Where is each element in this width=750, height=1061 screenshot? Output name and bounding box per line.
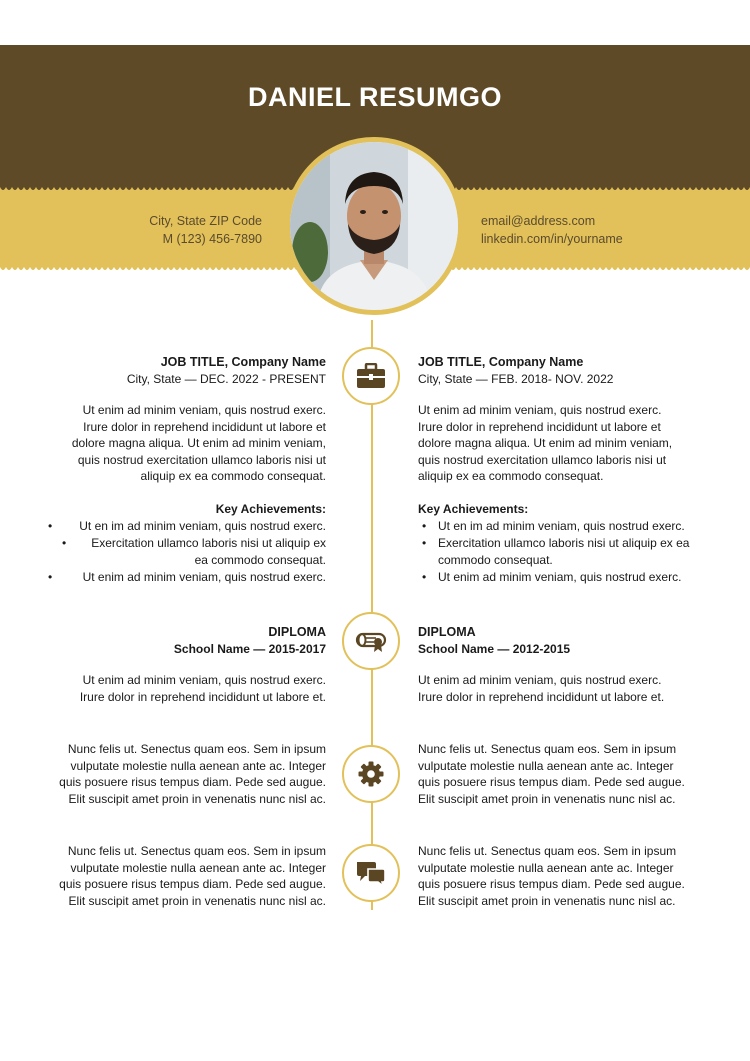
school-name: School Name — 2015-2017 — [173, 642, 326, 656]
description-line: Ut enim ad minim veniam, quis nostrud exerc. — [82, 403, 326, 417]
skills-left — [40, 741, 326, 807]
paragraph-line: Elit suscipit amet proin in venenatis nunc nisl ac. — [68, 893, 326, 908]
degree-title: DIPLOMA — [418, 625, 476, 639]
job-description — [418, 402, 708, 485]
paragraph-line: Elit suscipit amet proin in venenatis nunc nisl ac. — [418, 893, 676, 908]
education-right — [418, 624, 708, 705]
contact-right — [481, 212, 623, 248]
languages-right — [418, 843, 708, 909]
description-line: aliquip ex ea commodo consequat. — [418, 469, 604, 483]
job-description — [40, 402, 326, 485]
achievements-heading: Key Achievements: — [418, 501, 529, 516]
paragraph-line: vulputate molestie nulla aenean ante ac. Integer — [70, 758, 326, 773]
phone-text: M (123) 456-7890 — [162, 232, 262, 246]
list-item: • Exercitation ullamco laboris nisi ut aliquip ex ea commodo consequat. — [62, 535, 326, 567]
description-line: dolore magna aliqua. Ut enim ad minim veniam, — [418, 436, 673, 450]
achievement-text: Exercitation ullamco laboris nisi ut aliquip ex ea commodo consequat. — [91, 535, 326, 567]
achievement-text: Ut enim ad minim veniam, quis nostrud exerc. — [438, 569, 682, 584]
description-line: Irure dolor in reprehend incididunt ut labore et — [418, 419, 661, 434]
paragraph-line: Elit suscipit amet proin in venenatis nunc nisl ac. — [418, 791, 676, 806]
description-line: Ut enim ad minim veniam, quis nostrud exerc. — [418, 403, 662, 417]
paragraph-line: vulputate molestie nulla aenean ante ac. Integer — [418, 860, 674, 875]
description-line: quis nostrud exercitation ullamco laboris nisi ut — [418, 452, 667, 467]
skills-right — [418, 741, 708, 807]
degree-title: DIPLOMA — [268, 625, 326, 639]
education-description — [418, 672, 708, 705]
achievement-text: Ut enim ad minim veniam, quis nostrud exerc. — [82, 569, 326, 584]
description-line: dolore magna aliqua. Ut enim ad minim veniam, — [71, 436, 326, 450]
address-text: City, State ZIP Code — [149, 214, 262, 228]
paragraph-line: quis posuere risus tempus diam. Pede sed augue. — [418, 877, 685, 891]
email-link[interactable]: email@address.com — [481, 214, 596, 228]
achievement-text: Exercitation ullamco laboris nisi ut aliquip ex ea commodo consequat. — [438, 535, 690, 567]
profile-photo — [285, 137, 463, 315]
paragraph-line: Nunc felis ut. Senectus quam eos. Sem in ipsum — [67, 742, 326, 756]
achievement-text: Ut en im ad minim veniam, quis nostrud exerc. — [438, 518, 685, 533]
achievements-list — [418, 518, 708, 586]
paragraph-line: quis posuere risus tempus diam. Pede sed augue. — [418, 775, 685, 789]
paragraph-line: Nunc felis ut. Senectus quam eos. Sem in ipsum — [418, 742, 677, 756]
achievements-list — [40, 518, 326, 586]
contact-left — [149, 212, 262, 248]
list-item: • Exercitation ullamco laboris nisi ut aliquip ex ea commodo consequat. — [422, 535, 690, 567]
job-meta: City, State — DEC. 2022 - PRESENT — [126, 372, 326, 386]
paragraph-line: Elit suscipit amet proin in venenatis nunc nisl ac. — [68, 791, 326, 806]
list-item: • Ut en im ad minim veniam, quis nostrud exerc. — [48, 518, 326, 533]
achievements-heading: Key Achievements: — [215, 501, 326, 516]
education-description — [40, 672, 326, 705]
education-left — [40, 624, 326, 705]
list-item: • Ut en im ad minim veniam, quis nostrud exerc. — [422, 518, 685, 533]
languages-left — [40, 843, 326, 909]
briefcase-icon — [342, 347, 400, 405]
description-line: quis nostrud exercitation ullamco laboris nisi ut — [77, 452, 326, 467]
description-line: Irure dolor in reprehend incididunt ut labore et. — [418, 689, 665, 704]
description-line: Irure dolor in reprehend incididunt ut labore et. — [79, 689, 326, 704]
gear-icon — [342, 745, 400, 803]
description-line: Irure dolor in reprehend incididunt ut labore et — [83, 419, 326, 434]
paragraph-line: Nunc felis ut. Senectus quam eos. Sem in ipsum — [418, 844, 677, 858]
linkedin-link[interactable]: linkedin.com/in/yourname — [481, 232, 623, 246]
achievement-text: Ut en im ad minim veniam, quis nostrud exerc. — [79, 518, 326, 533]
job-title: JOB TITLE, Company Name — [418, 355, 584, 369]
description-line: Ut enim ad minim veniam, quis nostrud exerc. — [82, 673, 326, 687]
experience-right — [418, 354, 708, 586]
diploma-icon — [342, 612, 400, 670]
job-meta: City, State — FEB. 2018- NOV. 2022 — [418, 372, 614, 386]
candidate-name: DANIEL RESUMGO — [247, 82, 503, 112]
list-item: • Ut enim ad minim veniam, quis nostrud exerc. — [48, 569, 326, 584]
paragraph-line: quis posuere risus tempus diam. Pede sed augue. — [59, 775, 326, 789]
experience-left — [40, 354, 326, 586]
paragraph-line: quis posuere risus tempus diam. Pede sed augue. — [59, 877, 326, 891]
description-line: Ut enim ad minim veniam, quis nostrud exerc. — [418, 673, 662, 687]
school-name: School Name — 2012-2015 — [418, 642, 571, 656]
chat-icon — [342, 844, 400, 902]
profile-photo-illustration — [290, 142, 458, 310]
paragraph-line: vulputate molestie nulla aenean ante ac. Integer — [418, 758, 674, 773]
paragraph-line: vulputate molestie nulla aenean ante ac. Integer — [70, 860, 326, 875]
description-line: aliquip ex ea commodo consequat. — [140, 469, 326, 483]
job-title: JOB TITLE, Company Name — [160, 355, 326, 369]
paragraph-line: Nunc felis ut. Senectus quam eos. Sem in ipsum — [67, 844, 326, 858]
list-item: • Ut enim ad minim veniam, quis nostrud exerc. — [422, 569, 682, 584]
